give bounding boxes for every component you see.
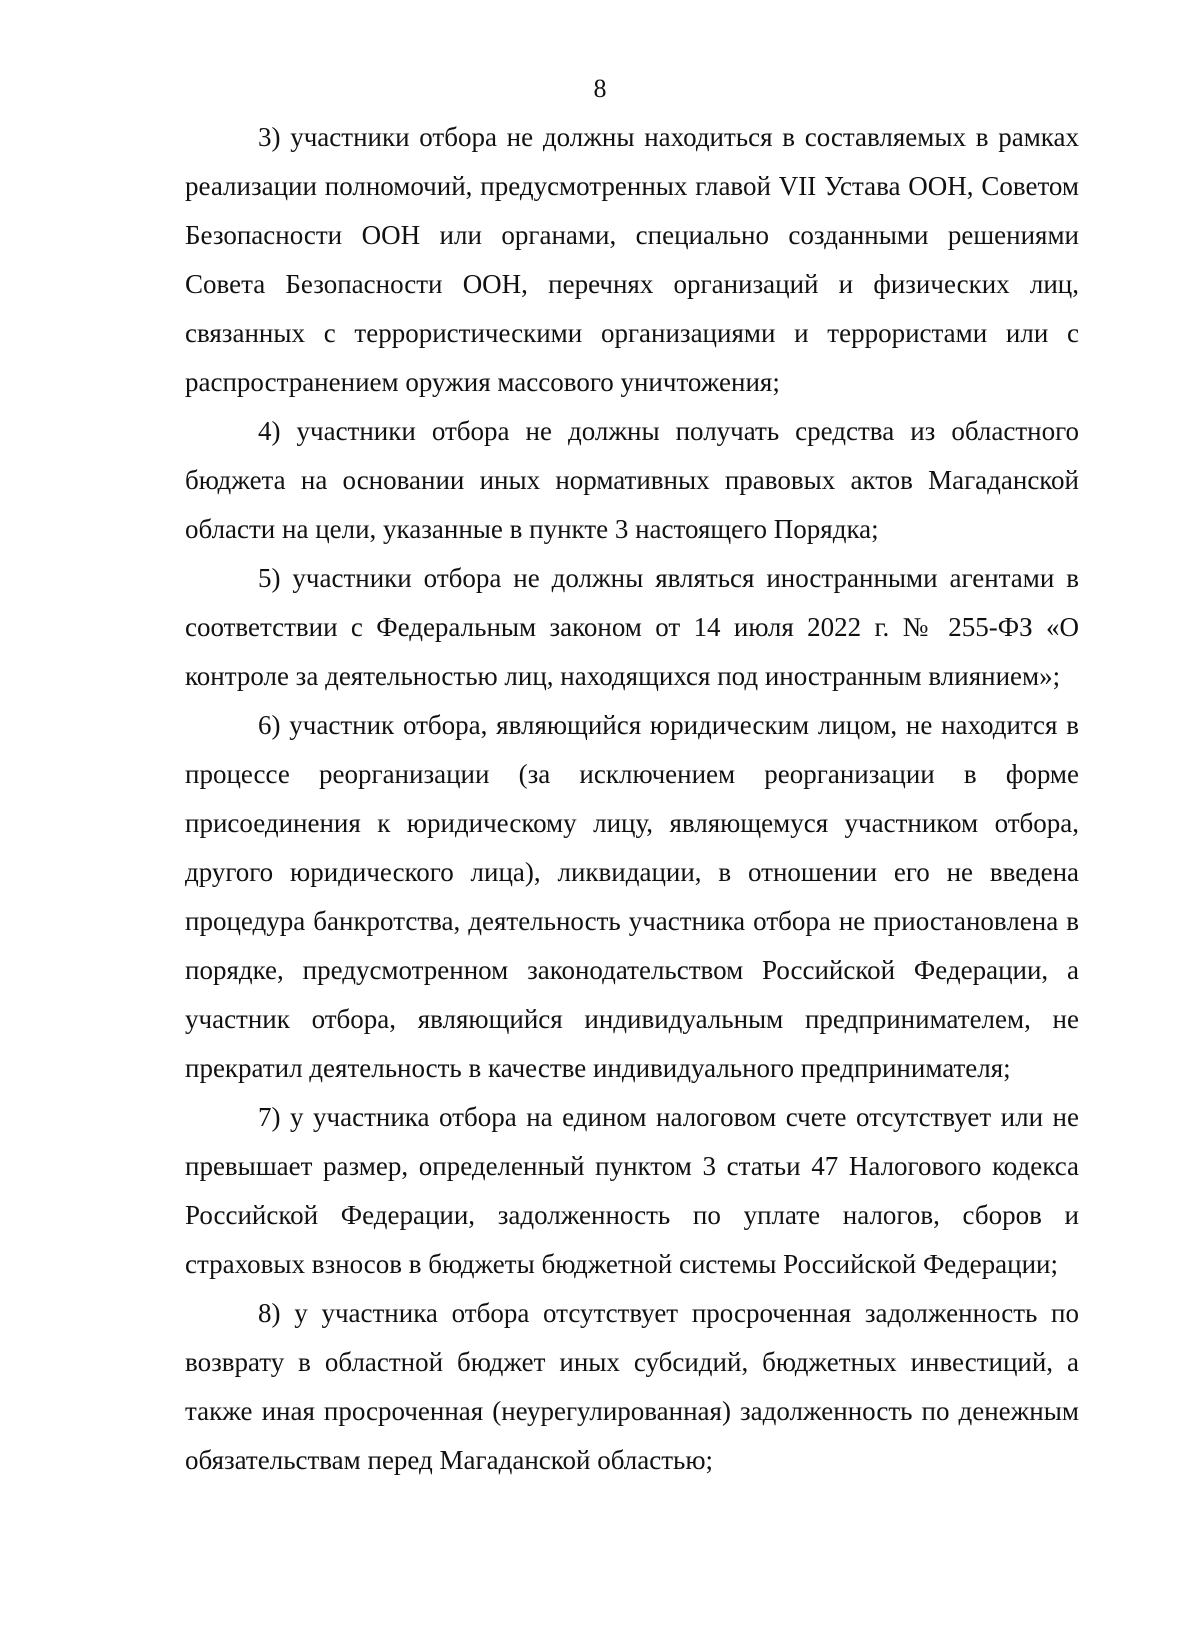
- document-body: [185, 113, 1079, 1485]
- paragraph-item-6: 6) участник отбора, являющийся юридическим лицом, не находится в процессе реорганизации (за исключением реорганизации в форме присоединения к юридическому лицу, являющемуся участником отбора, другого юридического лица), ликвидации, в отношении его не введена процедура банкротства, деятельность участника отбора не приостановлена в порядке, предусмотренном законодательством Российской Федерации, а участник отбора, являющийся индивидуальным предпринимателем, не прекратил деятельность в качестве индивидуального предпринимателя;: [185, 710, 1079, 1083]
- paragraph-item-5: 5) участники отбора не должны являться иностранными агентами в соответствии с Федеральным законом от 14 июля 2022 г. № 255-ФЗ «О контроле за деятельностью лиц, находящихся под иностранным влиянием»;: [185, 563, 1079, 691]
- paragraph-item-7: 7) у участника отбора на едином налоговом счете отсутствует или не превышает размер, определенный пунктом 3 статьи 47 Налогового кодекса Российской Федерации, задолженность по уплате налогов, сборов и страховых взносов в бюджеты бюджетной системы Российской Федерации;: [185, 1102, 1079, 1279]
- paragraph-item-4: 4) участники отбора не должны получать средства из областного бюджета на основании иных нормативных правовых актов Магаданской области на цели, указанные в пункте 3 настоящего Порядка;: [185, 416, 1079, 544]
- paragraph-item-3: 3) участники отбора не должны находиться в составляемых в рамках реализации полномочий, предусмотренных главой VII Устава ООН, Советом Безопасности ООН или органами, специально созданными решениями Совета Безопасности ООН, перечнях организаций и физических лиц, связанных с террористическими организациями и террористами или с распространением оружия массового уничтожения;: [185, 122, 1079, 397]
- page-number: 8: [593, 74, 607, 103]
- paragraph-item-8: 8) у участника отбора отсутствует просроченная задолженность по возврату в областной бюджет иных субсидий, бюджетных инвестиций, а также иная просроченная (неурегулированная) задолженность по денежным обязательствам перед Магаданской областью;: [185, 1298, 1079, 1475]
